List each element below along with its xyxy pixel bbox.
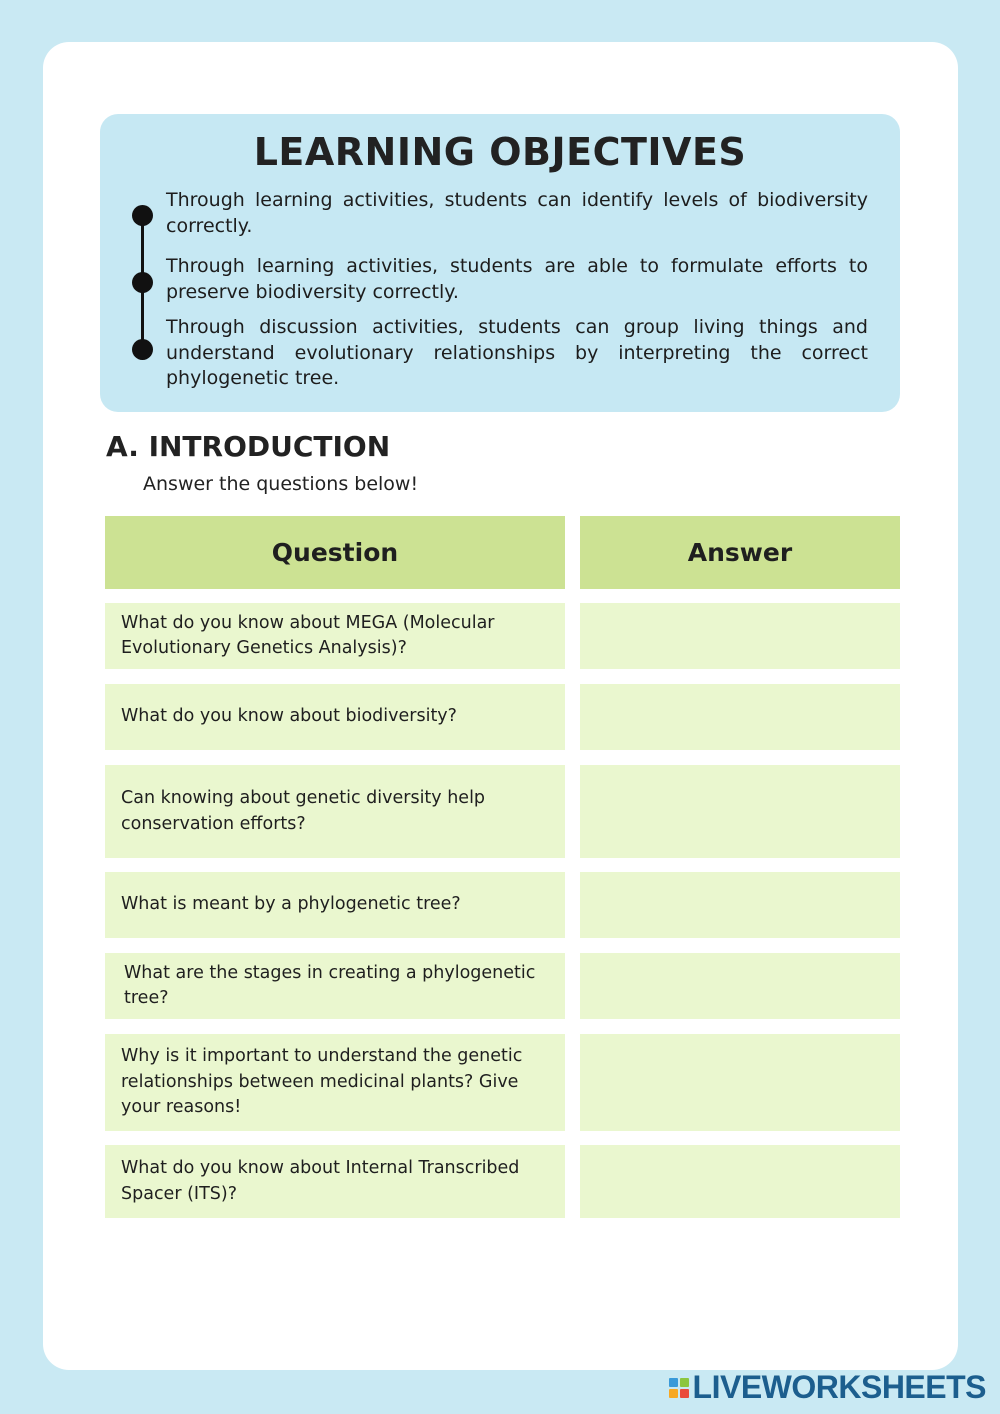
logo-square (680, 1378, 689, 1387)
objectives-title: LEARNING OBJECTIVES (253, 130, 747, 174)
brand-name: LIVEWORKSHEETS (692, 1369, 986, 1405)
question-cell: What do you know about MEGA (Molecular Evolutionary Genetics Analysis)? (105, 603, 565, 669)
objective-item: Through learning activities, students are able to formulate efforts to preserve biodiversity correctly. (166, 255, 868, 303)
answer-header: Answer (580, 516, 900, 589)
liveworksheets-logo-icon (669, 1378, 689, 1398)
question-cell: What do you know about Internal Transcribed Spacer (ITS)? (105, 1145, 565, 1218)
answer-input[interactable] (580, 684, 900, 750)
bullet-dot-icon (132, 339, 153, 360)
bullet-dot-icon (132, 205, 153, 226)
question-cell: Why is it important to understand the genetic relationships between medicinal plants? Give your reasons! (105, 1034, 565, 1131)
section-title: A. INTRODUCTION (106, 430, 391, 463)
answer-cell (580, 765, 900, 858)
answer-input[interactable] (580, 872, 900, 938)
question-cell: What are the stages in creating a phylogenetic tree? (105, 953, 565, 1019)
answer-input[interactable] (580, 603, 900, 669)
answer-cell (580, 1034, 900, 1131)
logo-square (680, 1389, 689, 1398)
answer-input[interactable] (580, 1034, 900, 1131)
answer-cell (580, 684, 900, 750)
question-header: Question (105, 516, 565, 589)
liveworksheets-brand[interactable] (669, 1369, 986, 1406)
question-cell: What is meant by a phylogenetic tree? (105, 872, 565, 938)
answer-cell (580, 872, 900, 938)
bullet-dot-icon (132, 272, 153, 293)
answer-cell (580, 953, 900, 1019)
logo-square (669, 1378, 678, 1387)
answer-input[interactable] (580, 1145, 900, 1218)
objective-item: Through discussion activities, students can group living things and understand evolutionary relationships by interpreting the correct phylogenetic tree. (166, 316, 868, 389)
objective-item: Through learning activities, students can identify levels of biodiversity correctly. (166, 189, 868, 237)
question-cell: Can knowing about genetic diversity help conservation efforts? (105, 765, 565, 858)
answer-input[interactable] (580, 765, 900, 858)
answer-input[interactable] (580, 953, 900, 1019)
logo-square (669, 1389, 678, 1398)
instruction-text: Answer the questions below! (143, 473, 419, 495)
answer-cell (580, 603, 900, 669)
answer-cell (580, 1145, 900, 1218)
question-cell: What do you know about biodiversity? (105, 684, 565, 750)
